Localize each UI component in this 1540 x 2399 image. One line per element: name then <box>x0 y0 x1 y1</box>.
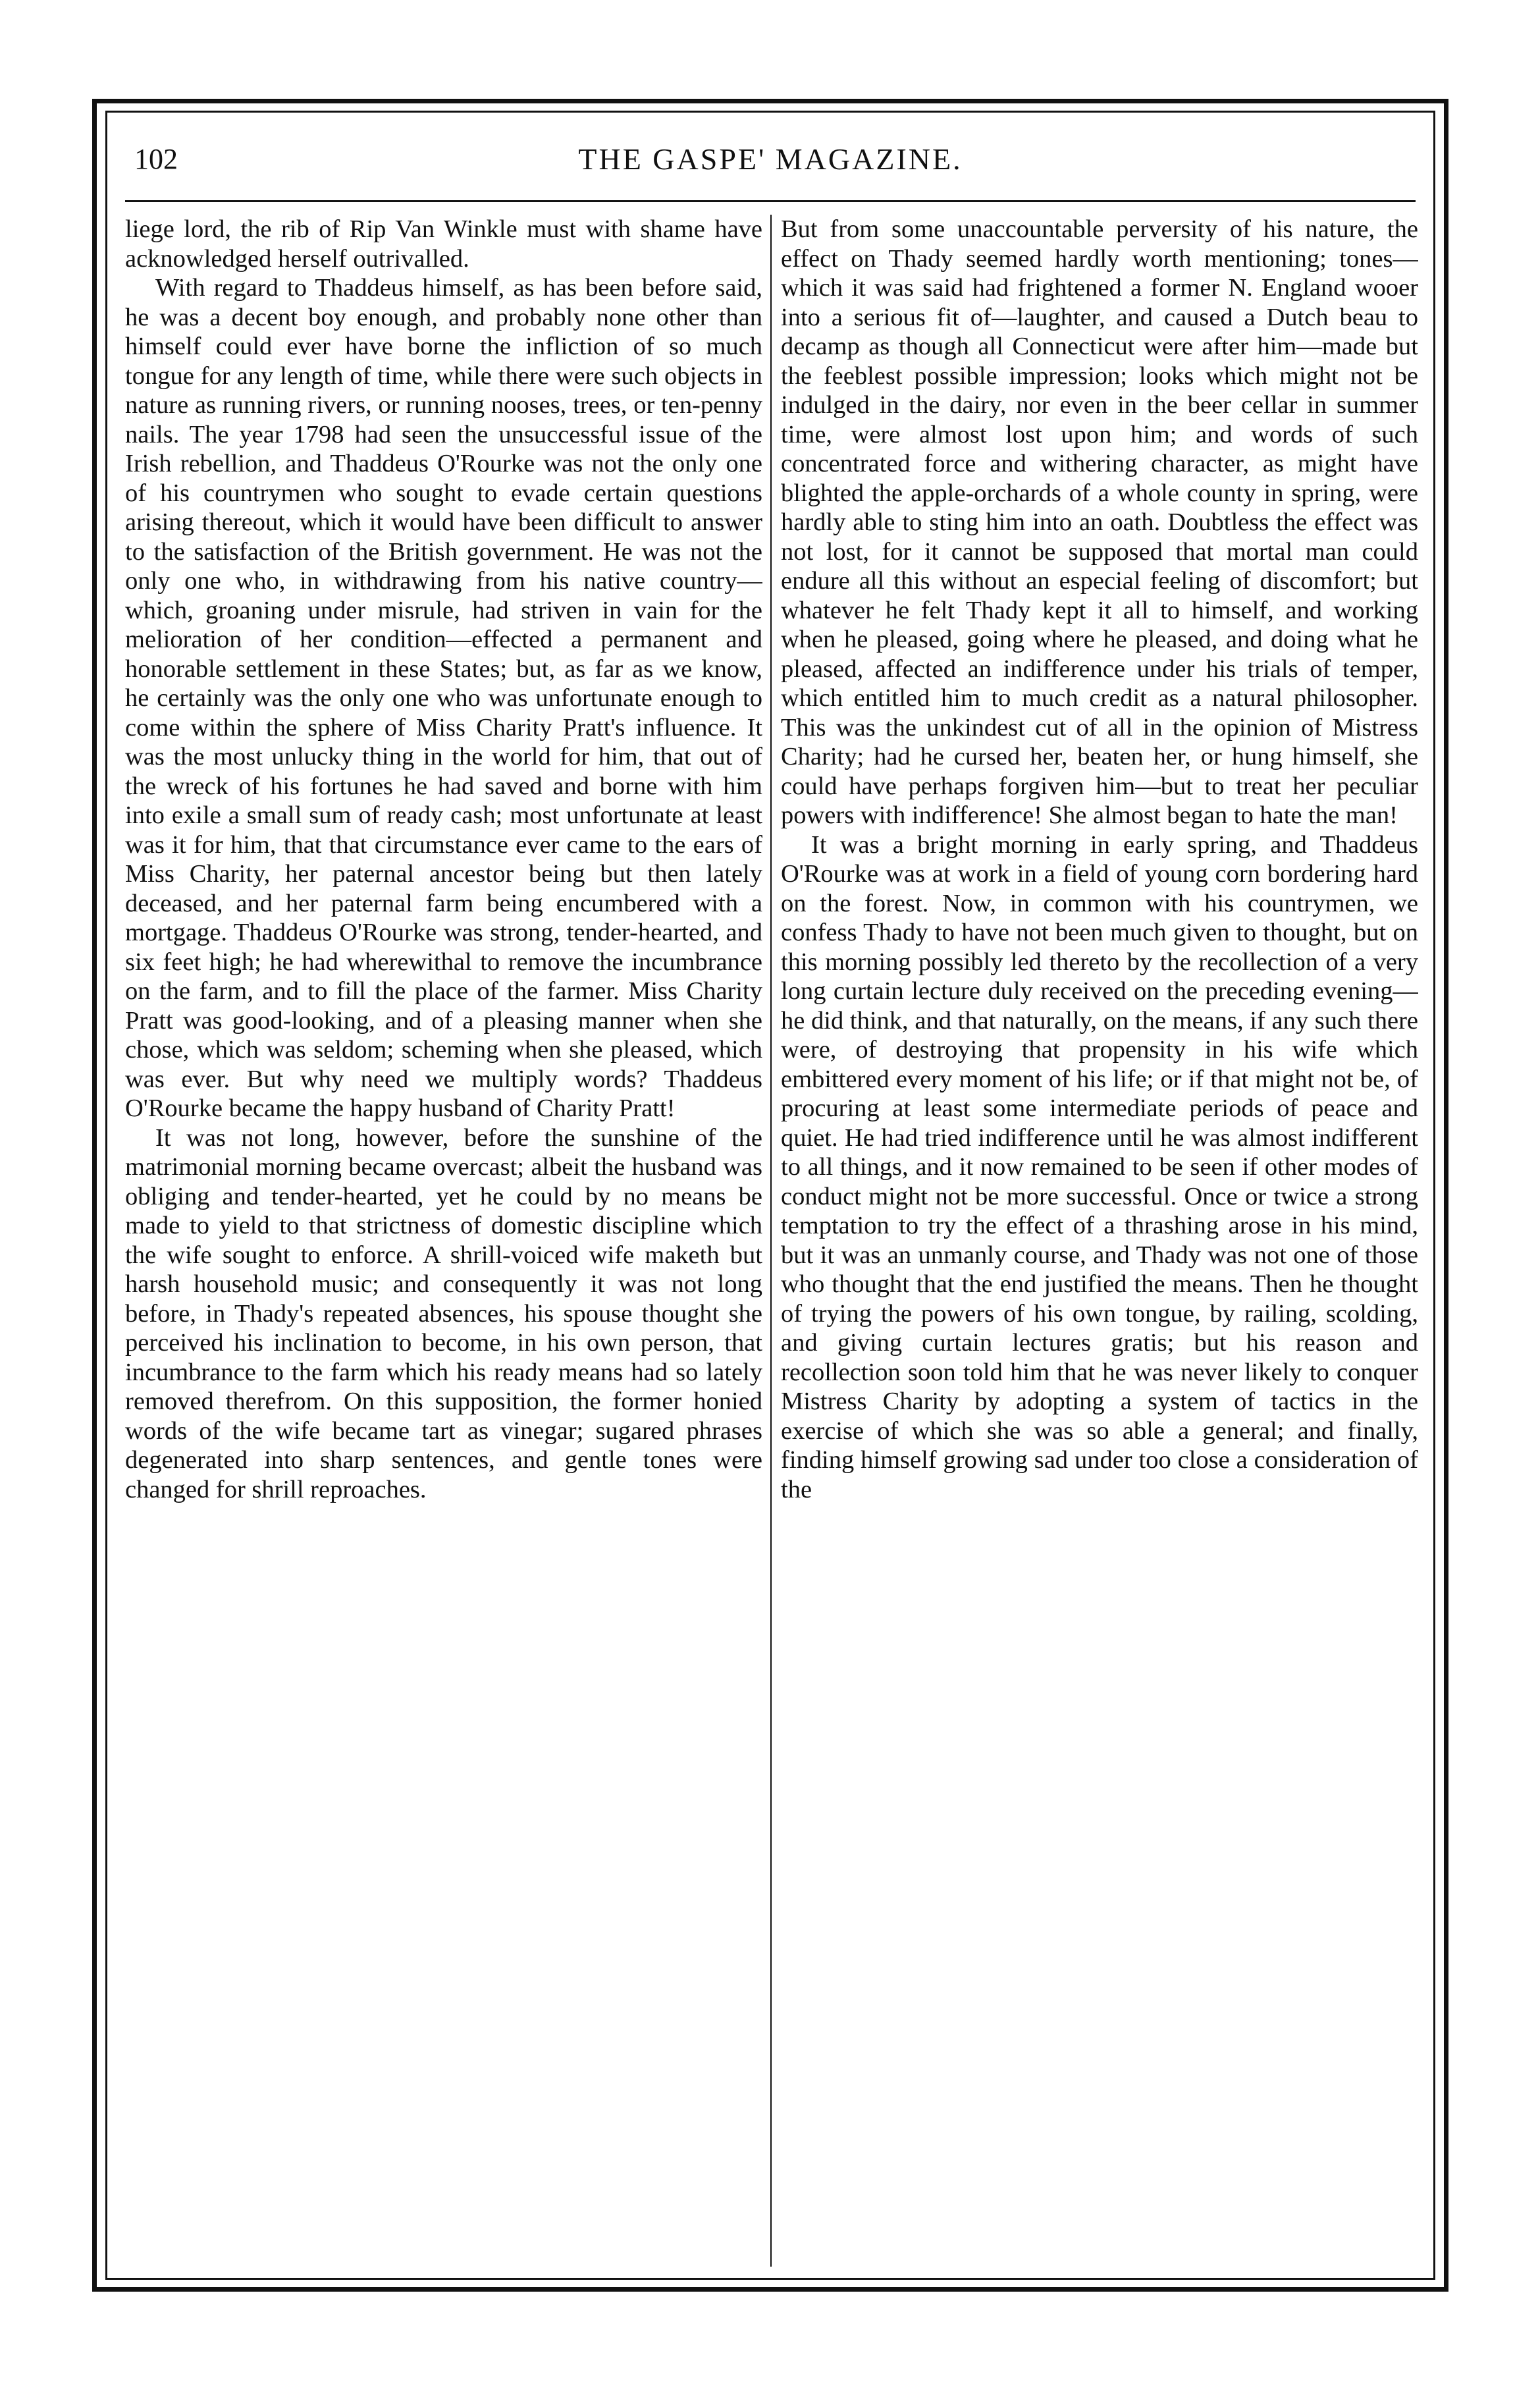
page-header <box>125 140 1416 186</box>
right-paragraph-1: But from some unaccountable perversity of his nature, the effect on Thady seemed hardly worth mentioning; tones—which it was said had frightened a former N. England wooer into a serious fit of—laughter, and caused a Dutch beau to decamp as though all Connecticut were after him—made but the feeblest possible impression; looks which might not be indulged in the dairy, nor even in the beer cellar in summer time, were almost lost upon him; and words of such concentrated force and withering character, as might have blighted the apple-orchards of a whole county in spring, were hardly able to sting him into an oath. Doubtless the effect was not lost, for it cannot be supposed that mortal man could endure all this without an especial feeling of discomfort; but whatever he felt Thady kept it all to himself, and working when he pleased, going where he pleased, and doing what he pleased, affected an indifference under his trials of temper, which entitled him to much credit as a natural philosopher. This was the unkindest cut of all in the opinion of Mistress Charity; had he cursed her, beaten her, or hung himself, she could have perhaps forgiven him—but to treat her peculiar powers with indifference! She almost began to hate the man! <box>781 215 1418 829</box>
column-divider <box>770 215 772 2267</box>
right-column <box>781 215 1418 2267</box>
left-paragraph-1: liege lord, the rib of Rip Van Winkle must with shame have acknowledged herself outrivalled. <box>125 215 762 273</box>
page-number: 102 <box>134 143 178 175</box>
right-paragraph-2: It was a bright morning in early spring, and Thaddeus O'Rourke was at work in a field of young corn bordering hard on the forest. Now, in common with his countrymen, we confess Thady to have not been much given to thought, but on this morning possibly led thereto by the recollection of a very long curtain lecture duly received on the preceding evening—he did think, and that naturally, on the means, if any such there were, of destroying that propensity in his wife which embittered every moment of his life; or if that might not be, of procuring at least some intermediate periods of peace and quiet. He had tried indifference until he was almost indifferent to all things, and it now remained to be seen if other modes of conduct might not be more successful. Once or twice a strong temptation to try the effect of a thrashing arose in his mind, but it was an unmanly course, and Thady was not one of those who thought that the end justified the means. Then he thought of trying the powers of his own tongue, by railing, scolding, and giving curtain lectures gratis; but his reason and recollection soon told him that he was never likely to conquer Mistress Charity by adopting a system of tactics in the exercise of which she was so able a general; and finally, finding himself growing sad under too close a consideration of the <box>781 830 1418 1503</box>
left-column <box>125 215 762 2267</box>
header-rule <box>125 200 1416 202</box>
running-title: THE GASPE' MAGAZINE. <box>578 142 963 176</box>
left-paragraph-2: With regard to Thaddeus himself, as has been before said, he was a decent boy enough, and probably none other than himself could ever have borne the infliction of so much tongue for any length of time, while there were such objects in nature as running rivers, or running nooses, trees, or ten-penny nails. The year 1798 had seen the unsuccessful issue of the Irish rebellion, and Thaddeus O'Rourke was not the only one of his countrymen who sought to evade certain questions arising thereout, which it would have been difficult to answer to the satisfaction of the British government. He was not the only one who, in withdrawing from his native country—which, groaning under misrule, had striven in vain for the melioration of her condition—effected a permanent and honorable settlement in these States; but, as far as we know, he certainly was the only one who was unfortunate enough to come within the sphere of Miss Charity Pratt's influence. It was the most unlucky thing in the world for him, that out of the wreck of his fortunes he had saved and borne with him into exile a small sum of ready cash; most unfortunate at least was it for him, that that circumstance ever came to the ears of Miss Charity, her paternal ancestor being but then lately deceased, and her paternal farm being encumbered with a mortgage. Thaddeus O'Rourke was strong, tender-hearted, and six feet high; he had wherewithal to remove the incumbrance on the farm, and to fill the place of the farmer. Miss Charity Pratt was good-looking, and of a pleasing manner when she chose, which was seldom; scheming when she pleased, which was ever. But why need we multiply words? Thaddeus O'Rourke became the happy husband of Charity Pratt! <box>125 274 762 1122</box>
left-paragraph-3: It was not long, however, before the sunshine of the matrimonial morning became overcast; albeit the husband was obliging and tender-hearted, yet he could by no means be made to yield to that strictness of domestic discipline which the wife sought to enforce. A shrill-voiced wife maketh but harsh household music; and consequently it was not long before, in Thady's repeated absences, his spouse thought she perceived his inclination to become, in his own person, that incumbrance to the farm which his ready means had so lately removed therefrom. On this supposition, the former honied words of the wife became tart as vinegar; sugared phrases degenerated into sharp sentences, and gentle tones were changed for shrill reproaches. <box>125 1123 762 1503</box>
